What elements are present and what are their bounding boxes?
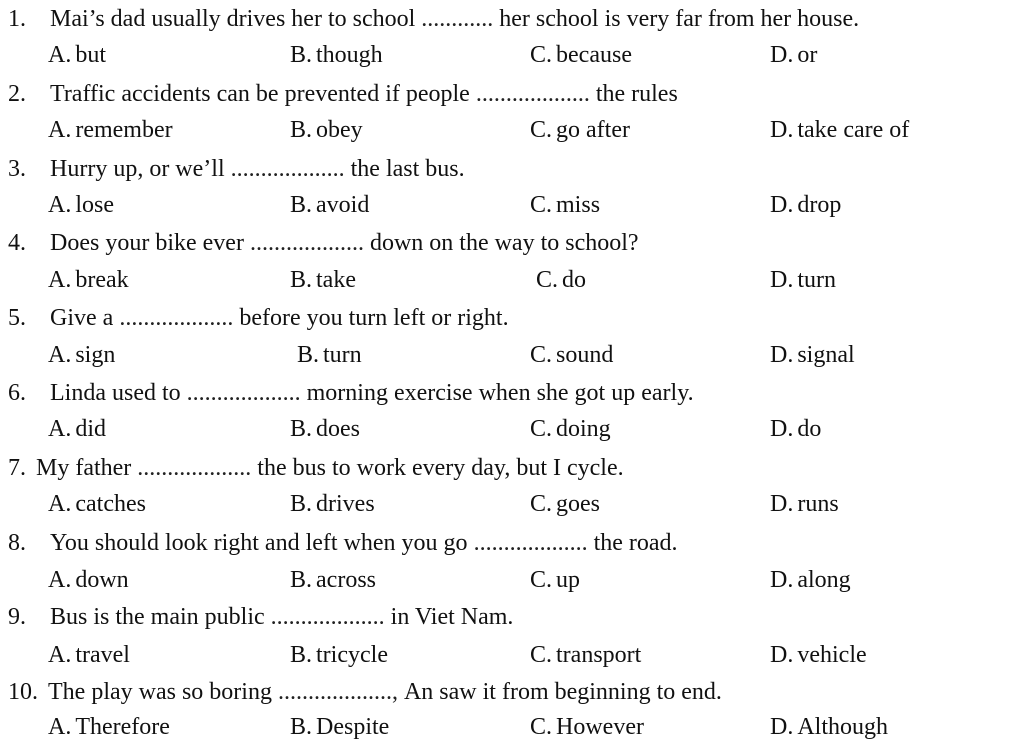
option-b[interactable] bbox=[290, 188, 369, 222]
option-b[interactable] bbox=[297, 338, 362, 372]
option-text: do bbox=[562, 267, 587, 293]
question-number: 10. bbox=[8, 679, 38, 705]
option-letter: A. bbox=[48, 42, 72, 68]
option-text: remember bbox=[75, 117, 173, 143]
option-c[interactable] bbox=[530, 188, 600, 222]
option-letter: B. bbox=[290, 117, 313, 143]
option-text: though bbox=[316, 42, 383, 68]
option-text: drop bbox=[797, 192, 842, 218]
question-text-after: the rules bbox=[595, 81, 678, 107]
option-text: Although bbox=[797, 714, 889, 740]
option-letter: C. bbox=[530, 342, 553, 368]
question-text-after: An saw it from beginning to end. bbox=[403, 679, 722, 705]
option-c[interactable] bbox=[530, 38, 632, 72]
option-text: turn bbox=[323, 342, 362, 368]
option-letter: C. bbox=[530, 192, 553, 218]
question-number: 2. bbox=[8, 81, 26, 107]
option-letter: D. bbox=[770, 117, 794, 143]
option-c[interactable] bbox=[530, 338, 613, 372]
option-text: doing bbox=[556, 416, 611, 442]
option-a[interactable] bbox=[48, 710, 170, 744]
option-text: does bbox=[316, 416, 361, 442]
option-letter: C. bbox=[530, 416, 553, 442]
option-text: lose bbox=[75, 192, 115, 218]
question-5 bbox=[8, 301, 509, 335]
option-letter: B. bbox=[290, 714, 313, 740]
option-letter: B. bbox=[297, 342, 320, 368]
option-letter: A. bbox=[48, 267, 72, 293]
option-text: across bbox=[316, 567, 376, 593]
option-c[interactable] bbox=[530, 412, 611, 446]
option-letter: A. bbox=[48, 714, 72, 740]
option-letter: B. bbox=[290, 42, 313, 68]
option-b[interactable] bbox=[290, 38, 383, 72]
question-text-before: You should look right and left when you go bbox=[50, 530, 468, 556]
question-text-after: the road. bbox=[593, 530, 678, 556]
answer-blank: ................... bbox=[186, 380, 301, 406]
question-number: 6. bbox=[8, 380, 26, 406]
option-text: goes bbox=[556, 491, 601, 517]
option-letter: A. bbox=[48, 491, 72, 517]
option-letter: D. bbox=[770, 642, 794, 668]
option-letter: D. bbox=[770, 192, 794, 218]
option-text: but bbox=[75, 42, 107, 68]
option-a[interactable] bbox=[48, 563, 129, 597]
question-text-before: My father bbox=[36, 455, 132, 481]
option-letter: C. bbox=[530, 642, 553, 668]
option-letter: A. bbox=[48, 192, 72, 218]
question-text-before: Bus is the main public bbox=[50, 604, 265, 630]
option-b[interactable] bbox=[290, 487, 375, 521]
option-letter: C. bbox=[530, 567, 553, 593]
option-letter: D. bbox=[770, 267, 794, 293]
option-b[interactable] bbox=[290, 263, 356, 297]
option-letter: B. bbox=[290, 416, 313, 442]
option-b[interactable] bbox=[290, 638, 388, 672]
option-letter: C. bbox=[530, 117, 553, 143]
question-text-after: the bus to work every day, but I cycle. bbox=[257, 455, 624, 481]
question-text-before: The play was so boring bbox=[48, 679, 272, 705]
answer-blank: ................... bbox=[230, 156, 345, 182]
question-2 bbox=[8, 77, 678, 111]
option-d[interactable] bbox=[770, 38, 817, 72]
option-text: take care of bbox=[797, 117, 910, 143]
option-text: drives bbox=[316, 491, 375, 517]
answer-blank: ................... bbox=[119, 305, 234, 331]
option-letter: A. bbox=[48, 117, 72, 143]
option-text: miss bbox=[556, 192, 601, 218]
option-d[interactable] bbox=[770, 563, 851, 597]
option-letter: C. bbox=[530, 42, 553, 68]
question-text-before: Mai’s dad usually drives her to school bbox=[50, 6, 416, 32]
option-letter: B. bbox=[290, 267, 313, 293]
question-4 bbox=[8, 226, 639, 260]
question-8 bbox=[8, 526, 678, 560]
option-d[interactable] bbox=[770, 412, 821, 446]
option-d[interactable] bbox=[770, 638, 867, 672]
option-b[interactable] bbox=[290, 113, 363, 147]
option-d[interactable] bbox=[770, 263, 836, 297]
option-text: did bbox=[75, 416, 107, 442]
question-number: 4. bbox=[8, 230, 26, 256]
question-number: 9. bbox=[8, 604, 26, 630]
option-text: because bbox=[556, 42, 632, 68]
answer-blank: ................... bbox=[473, 530, 588, 556]
option-a[interactable] bbox=[48, 338, 115, 372]
question-text-before: Hurry up, or we’ll bbox=[50, 156, 225, 182]
option-letter: D. bbox=[770, 714, 794, 740]
option-text: catches bbox=[75, 491, 146, 517]
option-text: tricycle bbox=[316, 642, 388, 668]
answer-blank: ............ bbox=[421, 6, 494, 32]
option-c[interactable] bbox=[530, 710, 644, 744]
option-d[interactable] bbox=[770, 113, 909, 147]
question-text-after: down on the way to school? bbox=[369, 230, 639, 256]
option-text: travel bbox=[75, 642, 130, 668]
option-d[interactable] bbox=[770, 710, 888, 744]
option-letter: C. bbox=[530, 491, 553, 517]
option-text: break bbox=[75, 267, 129, 293]
option-text: along bbox=[797, 567, 851, 593]
option-a[interactable] bbox=[48, 38, 106, 72]
option-letter: C. bbox=[536, 267, 559, 293]
question-text-before: Linda used to bbox=[50, 380, 181, 406]
option-text: Despite bbox=[316, 714, 390, 740]
option-a[interactable] bbox=[48, 412, 106, 446]
option-c[interactable] bbox=[530, 113, 630, 147]
option-text: transport bbox=[556, 642, 642, 668]
option-a[interactable] bbox=[48, 638, 130, 672]
option-c[interactable] bbox=[530, 638, 641, 672]
answer-blank: ................... bbox=[249, 230, 364, 256]
question-number: 8. bbox=[8, 530, 26, 556]
option-c[interactable] bbox=[530, 487, 600, 521]
question-number: 5. bbox=[8, 305, 26, 331]
answer-blank: ..................., bbox=[277, 679, 398, 705]
option-text: sign bbox=[75, 342, 116, 368]
option-d[interactable] bbox=[770, 188, 841, 222]
option-text: signal bbox=[797, 342, 855, 368]
option-text: vehicle bbox=[797, 642, 867, 668]
option-text: turn bbox=[797, 267, 837, 293]
option-text: However bbox=[556, 714, 644, 740]
option-letter: A. bbox=[48, 642, 72, 668]
option-text: runs bbox=[797, 491, 839, 517]
option-a[interactable] bbox=[48, 263, 129, 297]
question-text-after: her school is very far from her house. bbox=[499, 6, 860, 32]
option-text: down bbox=[75, 567, 129, 593]
question-9 bbox=[8, 600, 513, 634]
question-6 bbox=[8, 376, 694, 410]
option-letter: B. bbox=[290, 192, 313, 218]
option-b[interactable] bbox=[290, 710, 389, 744]
option-text: or bbox=[797, 42, 818, 68]
option-c[interactable] bbox=[536, 263, 586, 297]
question-text-before: Traffic accidents can be prevented if people bbox=[50, 81, 470, 107]
option-b[interactable] bbox=[290, 412, 360, 446]
answer-blank: ................... bbox=[475, 81, 590, 107]
option-c[interactable] bbox=[530, 563, 580, 597]
option-text: Therefore bbox=[75, 714, 170, 740]
option-letter: D. bbox=[770, 42, 794, 68]
option-letter: B. bbox=[290, 642, 313, 668]
question-10 bbox=[8, 675, 722, 709]
question-text-after: the last bus. bbox=[350, 156, 465, 182]
option-text: do bbox=[797, 416, 822, 442]
option-d[interactable] bbox=[770, 487, 839, 521]
question-7 bbox=[8, 451, 624, 485]
option-b[interactable] bbox=[290, 563, 376, 597]
option-letter: D. bbox=[770, 342, 794, 368]
option-letter: B. bbox=[290, 567, 313, 593]
option-letter: A. bbox=[48, 567, 72, 593]
option-text: avoid bbox=[316, 192, 370, 218]
option-letter: A. bbox=[48, 416, 72, 442]
option-letter: B. bbox=[290, 491, 313, 517]
question-text-after: morning exercise when she got up early. bbox=[306, 380, 694, 406]
answer-blank: ................... bbox=[270, 604, 385, 630]
option-a[interactable] bbox=[48, 188, 114, 222]
option-letter: D. bbox=[770, 567, 794, 593]
question-text-before: Give a bbox=[50, 305, 114, 331]
option-letter: D. bbox=[770, 416, 794, 442]
question-text-after: before you turn left or right. bbox=[239, 305, 509, 331]
option-text: take bbox=[316, 267, 356, 293]
question-3 bbox=[8, 152, 465, 186]
answer-blank: ................... bbox=[137, 455, 252, 481]
option-d[interactable] bbox=[770, 338, 855, 372]
option-letter: C. bbox=[530, 714, 553, 740]
question-number: 3. bbox=[8, 156, 26, 182]
option-letter: D. bbox=[770, 491, 794, 517]
option-text: up bbox=[556, 567, 581, 593]
question-number: 1. bbox=[8, 6, 26, 32]
question-number: 7. bbox=[8, 455, 26, 481]
option-a[interactable] bbox=[48, 113, 173, 147]
question-text-before: Does your bike ever bbox=[50, 230, 244, 256]
option-letter: A. bbox=[48, 342, 72, 368]
option-text: obey bbox=[316, 117, 363, 143]
option-text: go after bbox=[556, 117, 630, 143]
option-a[interactable] bbox=[48, 487, 146, 521]
option-text: sound bbox=[556, 342, 614, 368]
question-1 bbox=[8, 2, 859, 36]
question-text-after: in Viet Nam. bbox=[390, 604, 514, 630]
